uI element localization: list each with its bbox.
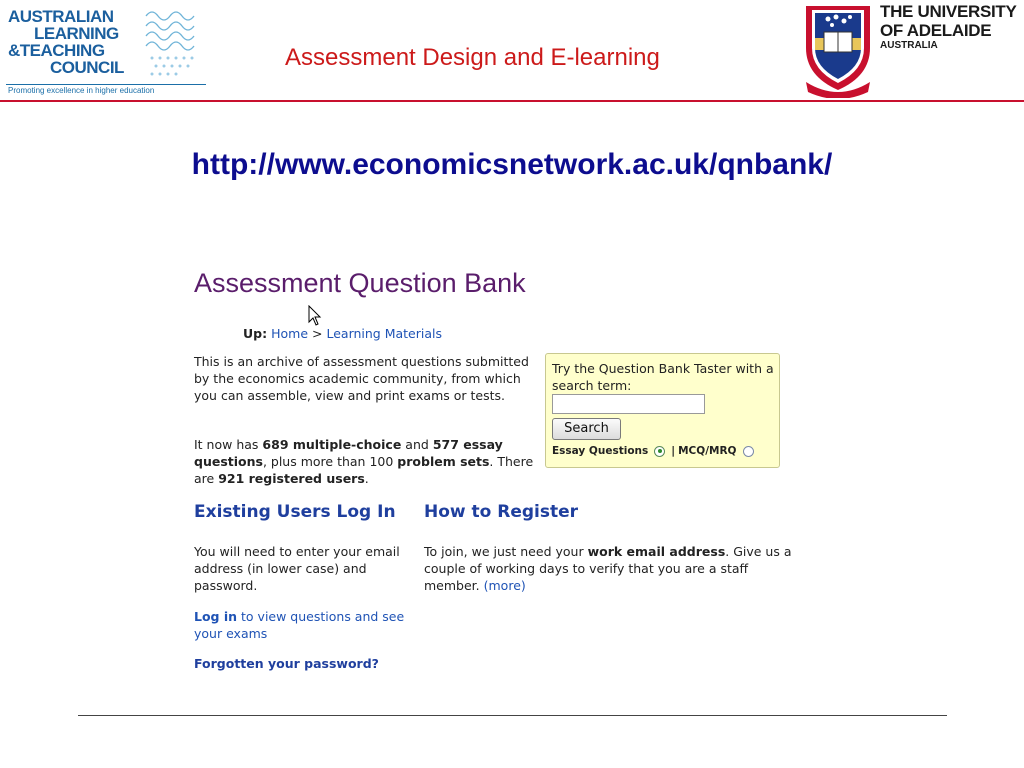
register-text-after: . Give us a couple of working days to verify that you are a staff member. [424,544,792,593]
mouse-pointer-icon [308,305,322,327]
stats-there-are: . There are [194,454,534,486]
altc-logo-rule [6,84,206,85]
taster-prompt: Try the Question Bank Taster with a search term: [552,361,774,393]
university-crest-icon [802,2,874,98]
breadcrumb-home-link[interactable]: Home [271,326,309,341]
existing-users-text: You will need to enter your email address (in lower case) and password. [194,544,400,593]
university-country: AUSTRALIA [880,40,938,51]
header-rule [0,100,1024,102]
mcq-mrq-radio[interactable] [743,446,754,457]
university-name-line: THE UNIVERSITY [880,2,1017,21]
url-link[interactable]: http://www.economicsnetwork.ac.uk/qnbank/ [191,148,833,181]
option-separator: | [671,445,676,457]
university-name [880,2,1017,52]
wave-pattern-icon [142,6,206,82]
stats-and: and [405,437,429,452]
footer-rule [78,715,947,716]
altc-tagline: Promoting excellence in higher education [8,86,155,95]
question-bank-screenshot [180,255,800,685]
stats-end: . [364,471,369,486]
stats-prefix: It now has [194,437,259,452]
altc-logo-line: &TEACHING [8,41,105,60]
register-work-email: work email address [587,544,726,559]
register-text [424,543,794,594]
stats-registered-users: 921 registered users [218,471,365,486]
breadcrumb-learning-materials-link[interactable]: Learning Materials [326,326,443,341]
altc-logo [6,6,206,98]
stats-middle: , plus more than 100 [262,454,394,469]
altc-logo-wordmark [8,8,124,76]
forgotten-password-link[interactable]: Forgotten your password? [194,656,379,671]
altc-logo-line: AUSTRALIAN [8,7,114,26]
search-button[interactable]: Search [552,418,621,440]
existing-users-heading: Existing Users Log In [194,502,396,522]
taster-search-box [545,353,780,468]
university-name-line: OF ADELAIDE [880,21,992,40]
mcq-mrq-label: MCQ/MRQ [678,445,737,457]
essay-questions-radio[interactable] [654,446,665,457]
login-paragraph [194,608,409,642]
essay-questions-label: Essay Questions [552,445,649,457]
stats-essay-count: 577 essay questions [194,437,503,469]
register-more-link[interactable]: (more) [483,578,526,593]
login-link[interactable]: Log in [194,609,238,624]
stats-problem-sets: problem sets [397,454,490,469]
slide-title: Assessment Design and E-learning [285,44,660,71]
breadcrumb [243,326,442,341]
page-title: Assessment Question Bank [194,268,526,298]
how-to-register-heading: How to Register [424,502,579,522]
taster-search-input[interactable] [552,394,705,414]
question-type-options [552,445,758,457]
breadcrumb-separator: > [312,326,323,341]
register-text-before: To join, we just need your [424,544,584,559]
login-link-rest[interactable]: to view questions and see your exams [194,609,405,641]
stats-mcq-count: 689 multiple-choice [262,437,402,452]
stats-text [194,436,539,487]
intro-text: This is an archive of assessment questions submitted by the economics academic community, from which you can assemble, view and print exams or tests. [194,354,529,403]
breadcrumb-up-label: Up: [243,326,268,341]
altc-logo-line: COUNCIL [50,58,124,77]
altc-logo-line: LEARNING [34,24,119,43]
